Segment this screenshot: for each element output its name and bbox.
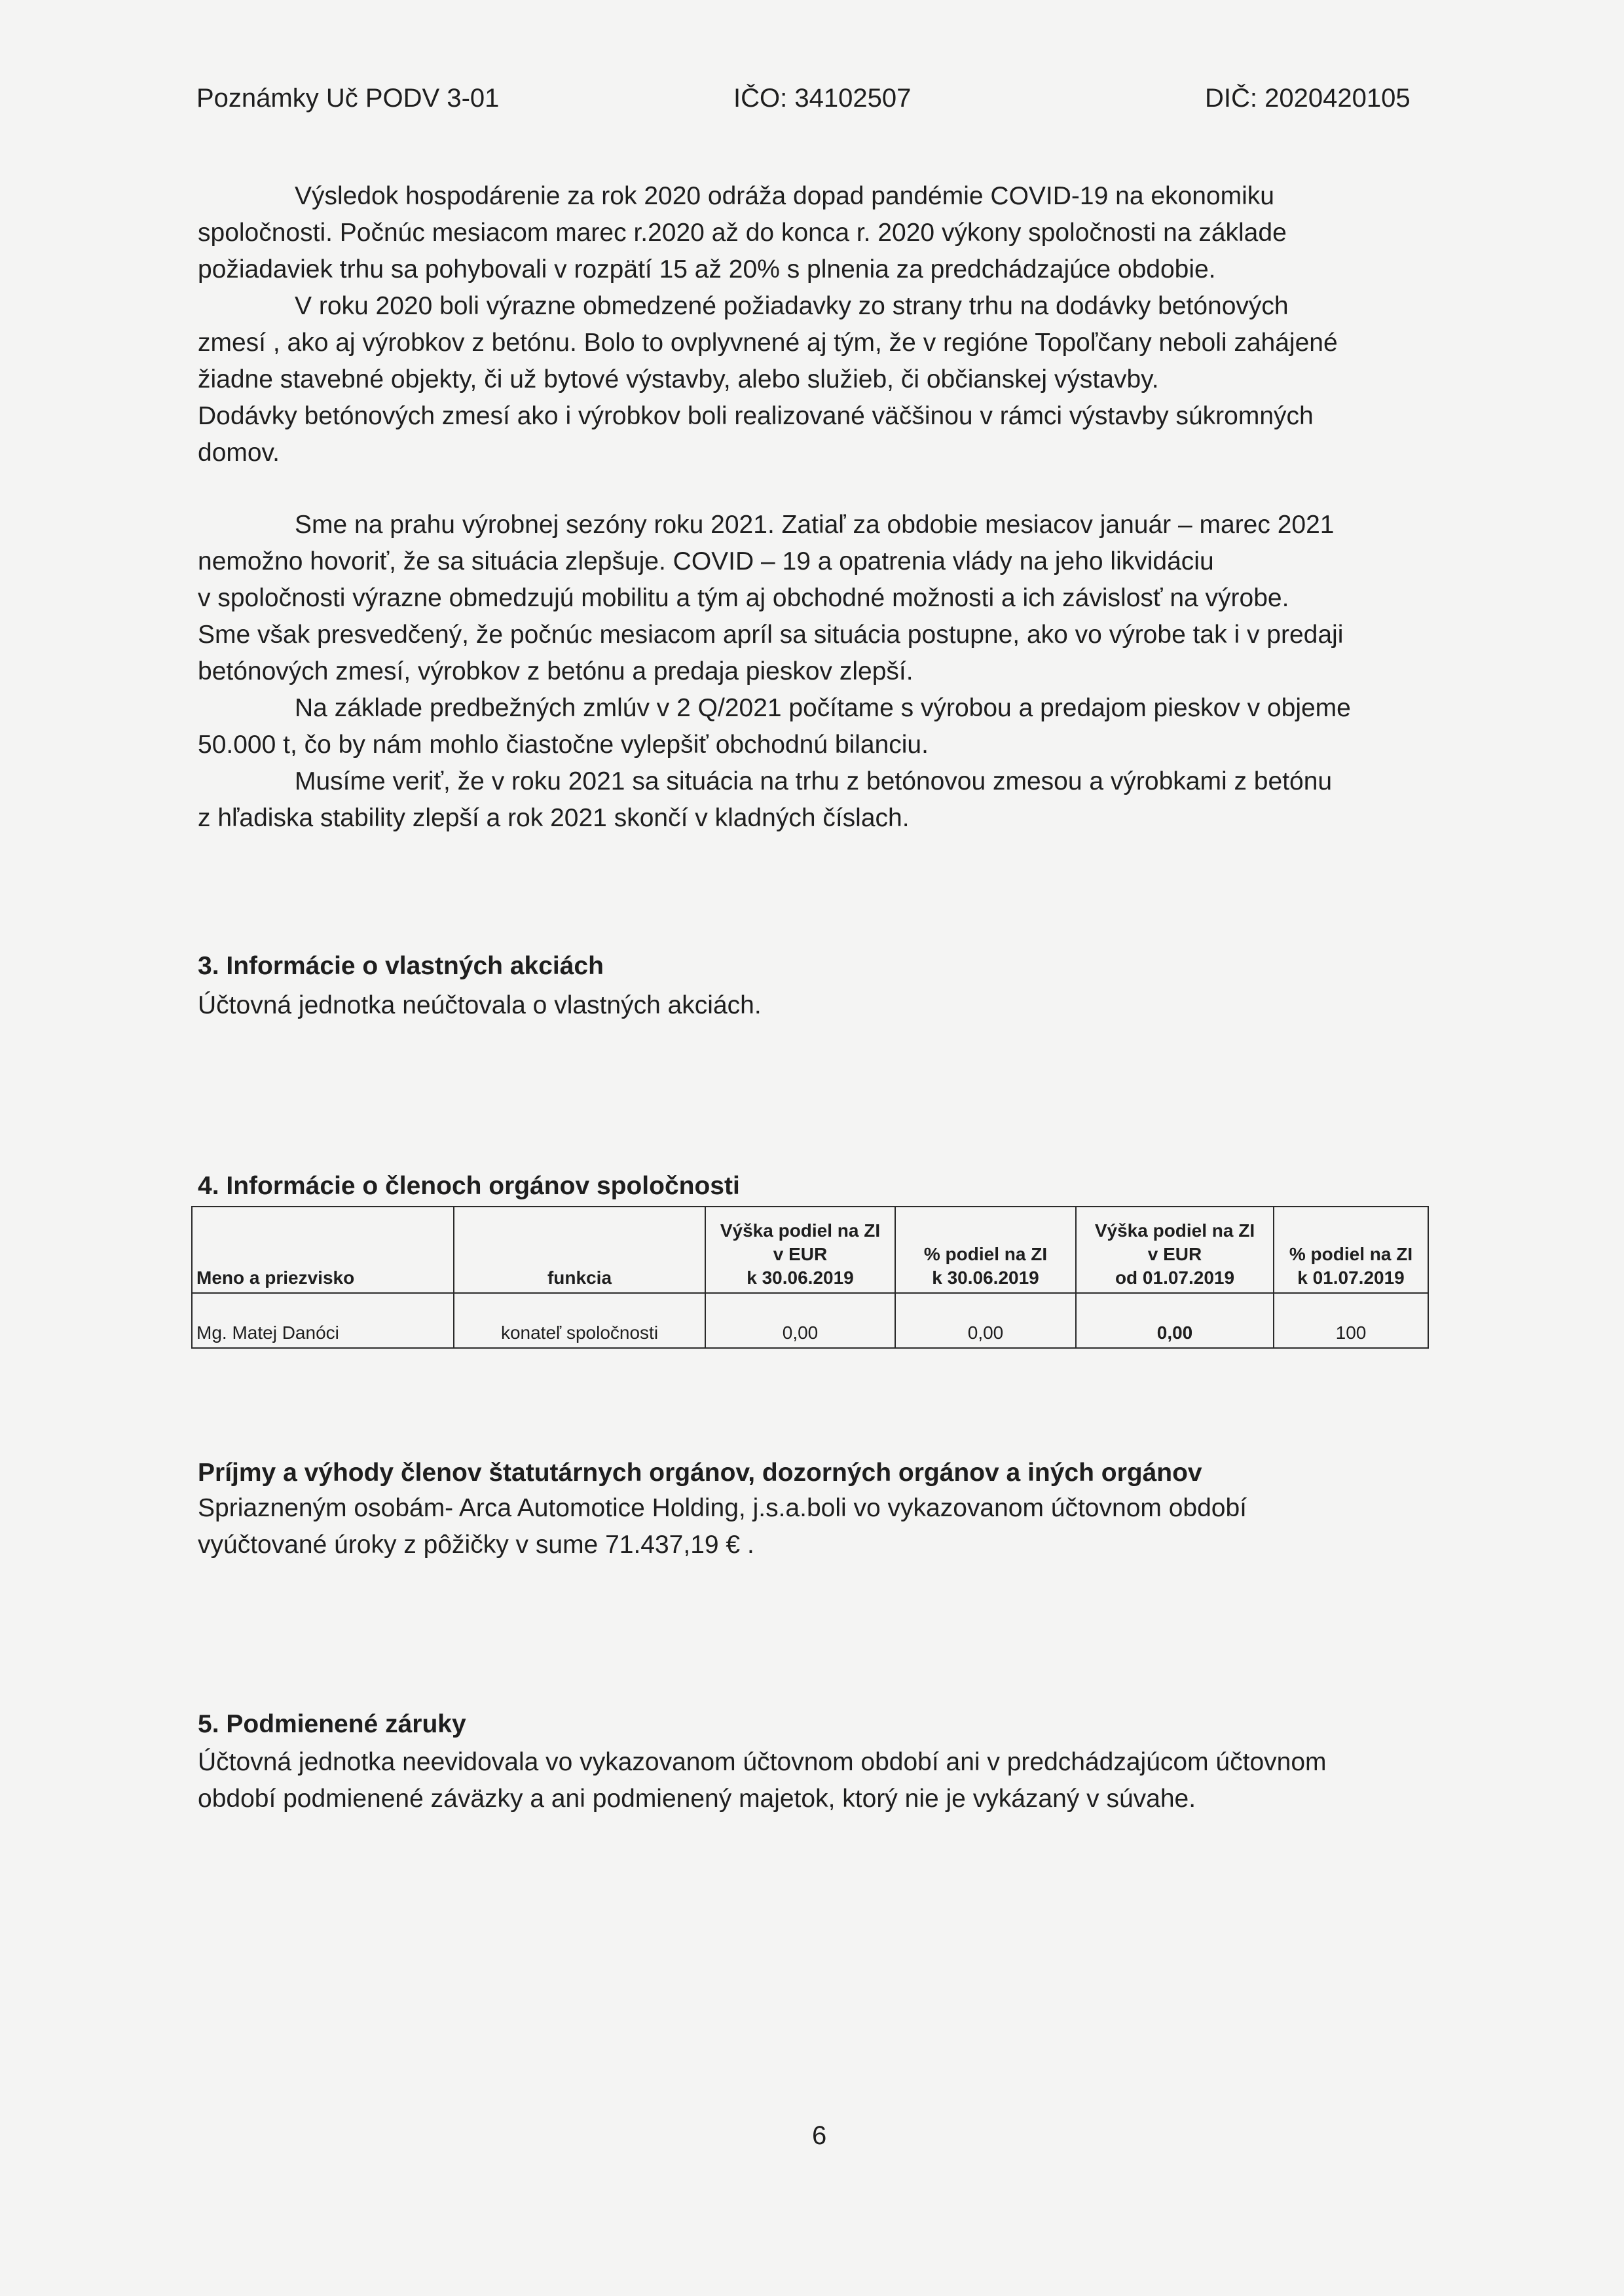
- paragraph-sand-contracts: [198, 690, 1429, 763]
- text-line: spoločnosti. Počnúc mesiacom marec r.2020 až do konca r. 2020 výkony spoločnosti na základe: [198, 219, 1287, 247]
- cell-function: konateľ spoločnosti: [454, 1293, 705, 1348]
- column-header-share-eur-2019-06: Výška podiel na ZI v EUR k 30.06.2019: [705, 1207, 895, 1293]
- text-line: Sme na prahu výrobnej sezóny roku 2021. Zatiaľ za obdobie mesiacov január – marec 2021: [295, 511, 1335, 539]
- section-3-heading: 3. Informácie o vlastných akciách: [198, 952, 604, 980]
- paragraph-results-2020: [198, 178, 1429, 288]
- section-4-heading: 4. Informácie o členoch orgánov spoločnosti: [198, 1172, 740, 1200]
- text-line: Účtovná jednotka neevidovala vo vykazovanom účtovnom období ani v predchádzajúcom účtovnom: [198, 1748, 1327, 1776]
- text-line: Musíme veriť, že v roku 2021 sa situácia na trhu z betónovou zmesou a výrobkami z betónu: [295, 767, 1333, 795]
- section-5-heading: 5. Podmienené záruky: [198, 1710, 466, 1738]
- paragraph-season-2021: [198, 507, 1429, 690]
- table-row: [192, 1293, 1428, 1348]
- column-header-name: Meno a priezvisko: [192, 1207, 454, 1293]
- header-dic: DIČ: 2020420105: [1205, 84, 1411, 113]
- header-ico: IČO: 34102507: [733, 84, 912, 113]
- text-line: Dodávky betónových zmesí ako i výrobkov boli realizované väčšinou v rámci výstavby súkromných: [198, 402, 1314, 430]
- table-header-row: [192, 1207, 1428, 1293]
- column-header-function: funkcia: [454, 1207, 705, 1293]
- column-header-share-eur-2019-07: Výška podiel na ZI v EUR od 01.07.2019: [1076, 1207, 1274, 1293]
- benefits-text: [198, 1490, 1247, 1563]
- text-line: žiadne stavebné objekty, či už bytové výstavby, alebo služieb, či občianskej výstavby.: [198, 365, 1159, 393]
- text-line: vyúčtované úroky z pôžičky v sume 71.437,19 € .: [198, 1531, 754, 1559]
- page-header: [196, 84, 1414, 123]
- text-line: Spriazneným osobám- Arca Automotice Holding, j.s.a.boli vo vykazovanom účtovnom období: [198, 1494, 1247, 1522]
- page-number: 6: [812, 2121, 827, 2150]
- header-document-title: Poznámky Uč PODV 3-01: [196, 84, 500, 113]
- cell-share-eur-2019-06: 0,00: [705, 1293, 895, 1348]
- section-3-text: Účtovná jednotka neúčtovala o vlastných akciách.: [198, 991, 762, 1019]
- cell-share-eur-2019-07: 0,00: [1076, 1293, 1274, 1348]
- text-line: požiadaviek trhu sa pohybovali v rozpätí 15 až 20% s plnenia za predchádzajúce obdobie.: [198, 255, 1216, 283]
- text-line: 50.000 t, čo by nám mohlo čiastočne vylepšiť obchodnú bilanciu.: [198, 731, 929, 759]
- text-line: Výsledok hospodárenie za rok 2020 odráža dopad pandémie COVID-19 na ekonomiku: [295, 182, 1274, 210]
- text-line: zmesí , ako aj výrobkov z betónu. Bolo to ovplyvnené aj tým, že v regióne Topoľčany neboli zahájené: [198, 329, 1338, 357]
- text-line: období podmienené záväzky a ani podmienený majetok, ktorý nie je vykázaný v súvahe.: [198, 1785, 1196, 1813]
- section-5-text: [198, 1744, 1327, 1817]
- cell-name: Mg. Matej Danóci: [192, 1293, 454, 1348]
- text-line: nemožno hovoriť, že sa situácia zlepšuje. COVID – 19 a opatrenia vlády na jeho likvidáciu: [198, 547, 1214, 575]
- column-header-share-pct-2019-07: % podiel na ZI k 01.07.2019: [1274, 1207, 1428, 1293]
- cell-share-pct-2019-06: 0,00: [895, 1293, 1076, 1348]
- cell-share-pct-2019-07: 100: [1274, 1293, 1428, 1348]
- paragraph-market-demand: [198, 288, 1429, 471]
- board-members-table: [191, 1206, 1429, 1349]
- text-line: V roku 2020 boli výrazne obmedzené požiadavky zo strany trhu na dodávky betónových: [295, 292, 1289, 320]
- text-line: betónových zmesí, výrobkov z betónu a predaja pieskov zlepší.: [198, 657, 913, 685]
- text-line: domov.: [198, 439, 280, 467]
- text-line: v spoločnosti výrazne obmedzujú mobilitu a tým aj obchodné možnosti a ich závislosť na výrobe.: [198, 584, 1289, 612]
- text-line: z hľadiska stability zlepší a rok 2021 skončí v kladných číslach.: [198, 804, 910, 832]
- text-line: Na základe predbežných zmlúv v 2 Q/2021 počítame s výrobou a predajom pieskov v objeme: [295, 694, 1351, 722]
- column-header-share-pct-2019-06: % podiel na ZI k 30.06.2019: [895, 1207, 1076, 1293]
- benefits-heading: Príjmy a výhody členov štatutárnych orgánov, dozorných orgánov a iných orgánov: [198, 1459, 1202, 1487]
- paragraph-outlook-2021: [198, 763, 1429, 837]
- text-line: Sme však presvedčený, že počnúc mesiacom apríl sa situácia postupne, ako vo výrobe tak i v predaji: [198, 621, 1344, 649]
